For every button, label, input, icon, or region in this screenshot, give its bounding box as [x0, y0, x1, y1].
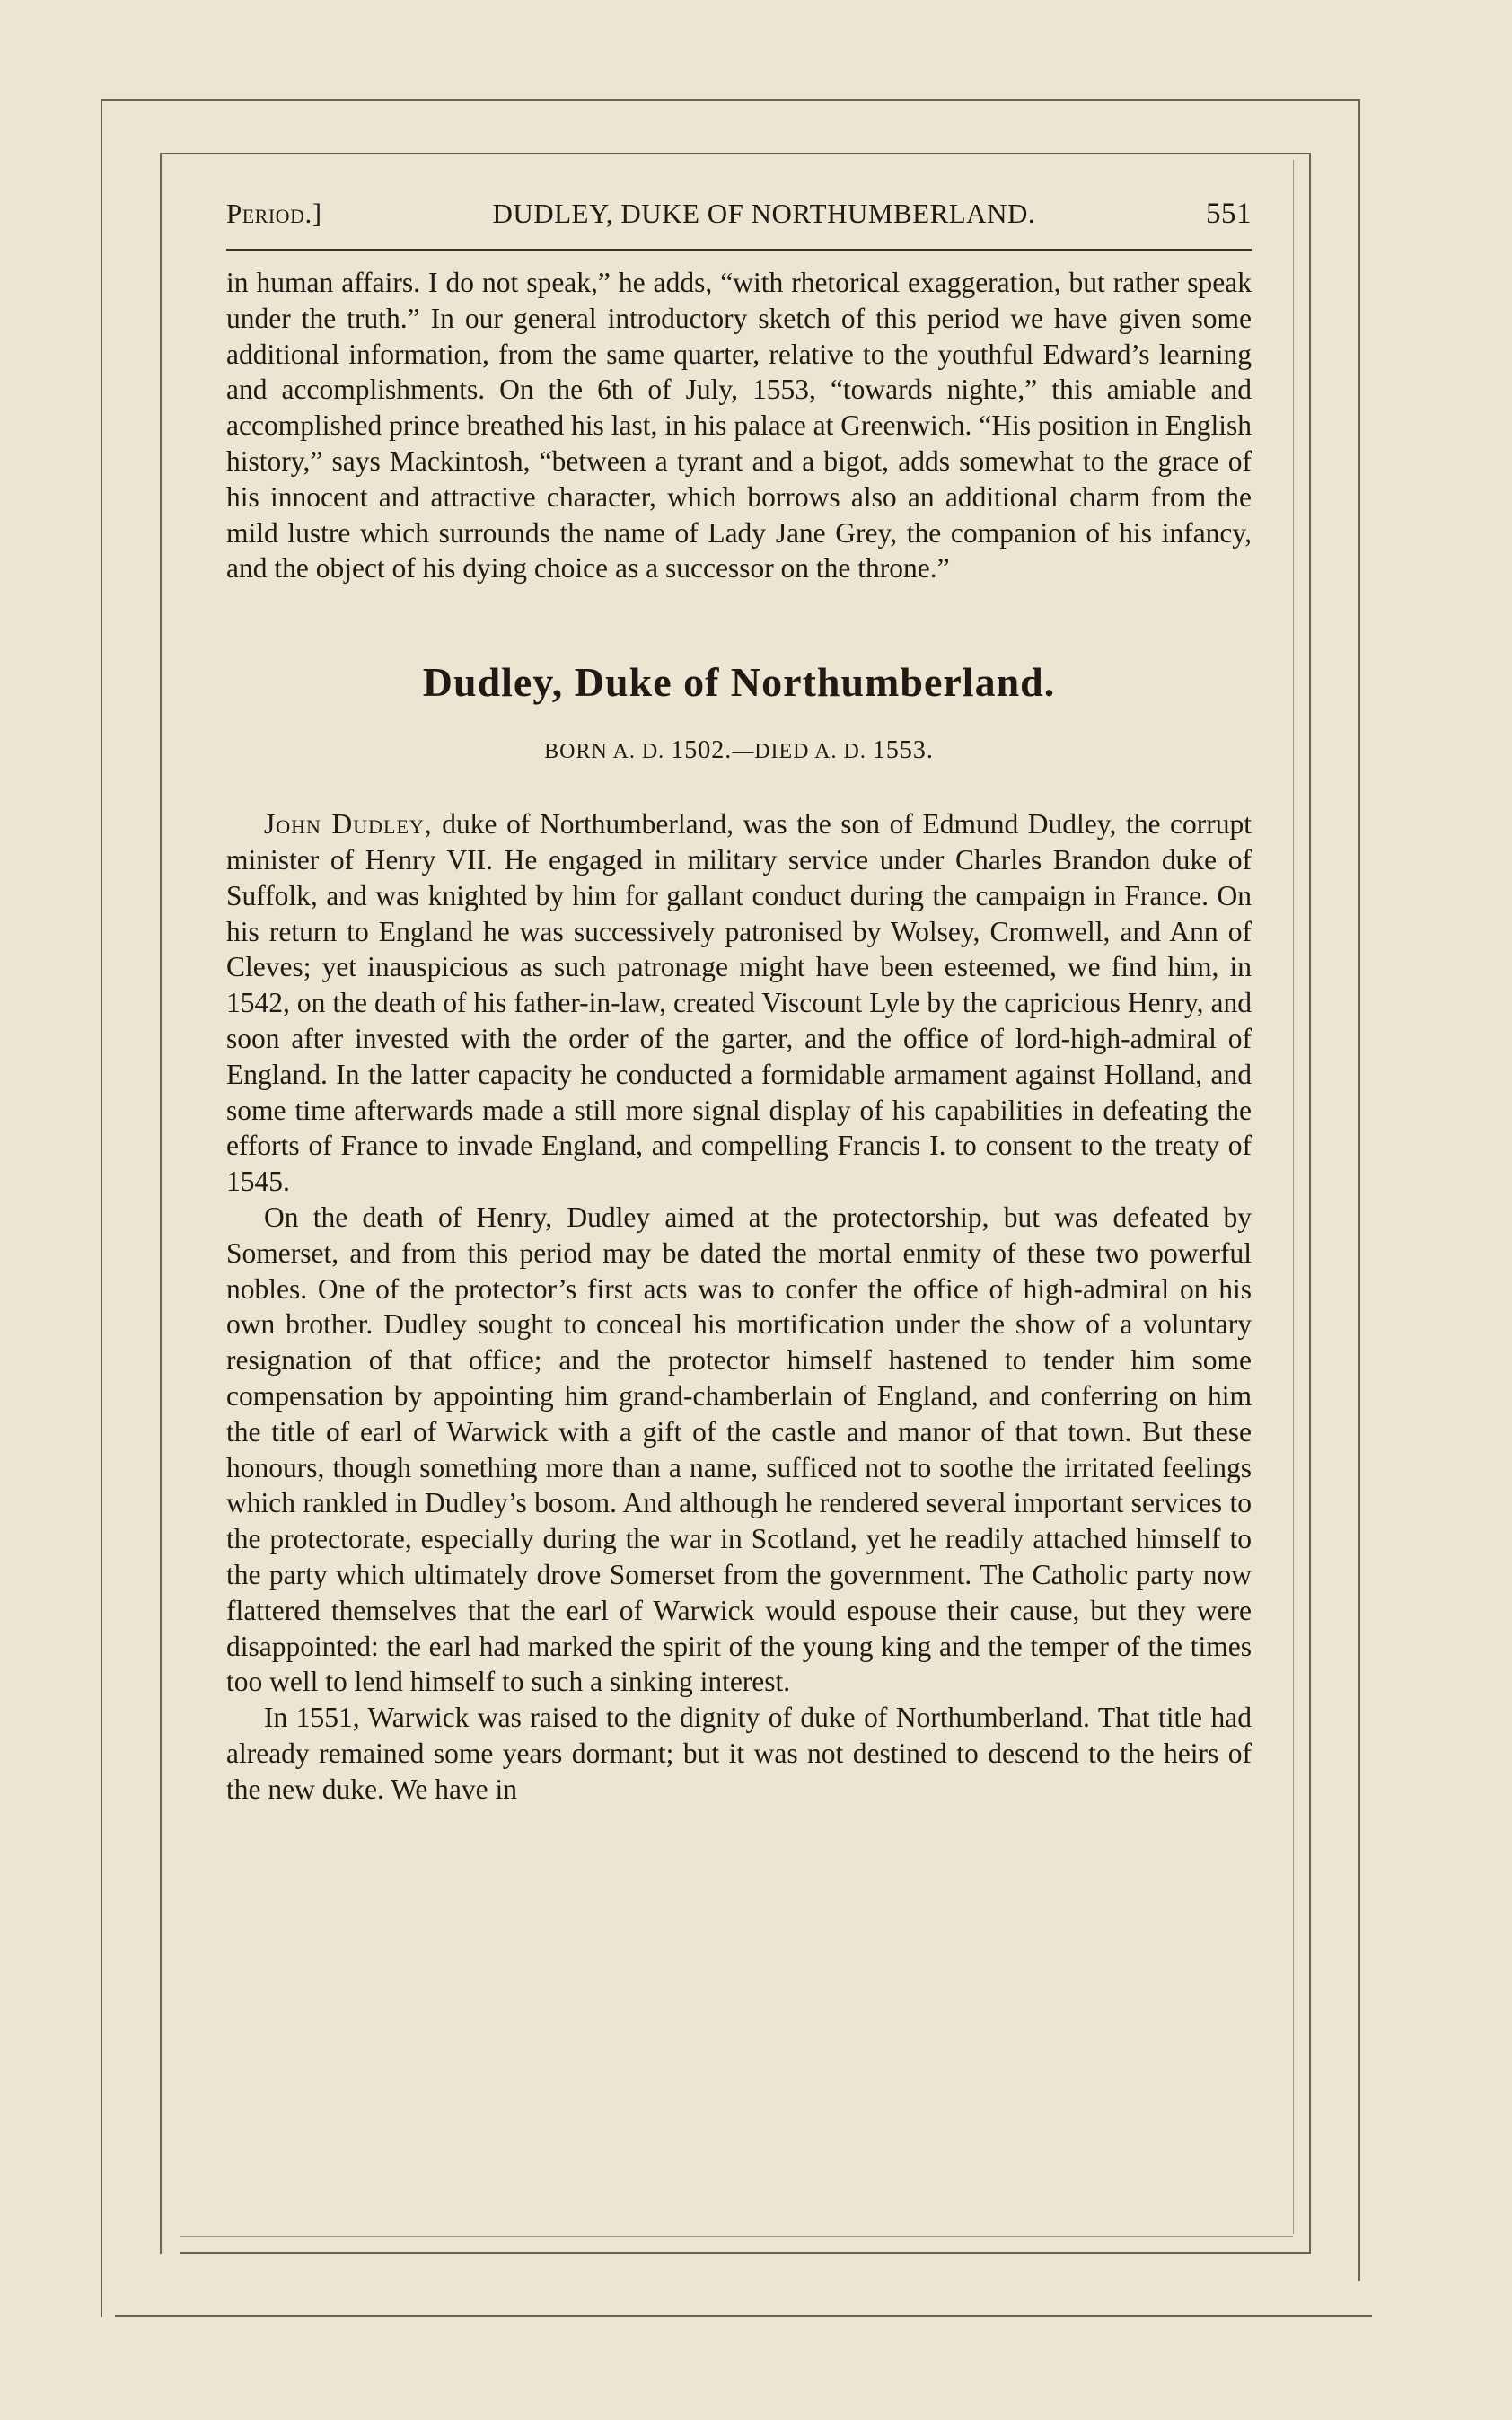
page-number: 551	[1206, 198, 1252, 230]
page-title: DUDLEY, DUKE OF NORTHUMBERLAND.	[492, 198, 1036, 229]
inner-frame-right-2	[1293, 160, 1294, 2234]
body-paragraph-1-text: duke of Northumberland, was the son of Edmund Dudley, the corrupt minister of Henry VII. He engaged in military service under Charles Brandon duke of Suffolk, and was knighted by him for gallant conduct during the campaign in France. On his return to England he was successively patronised by Wolsey, Cromwell, and Ann of Cleves; yet inauspicious as such patronage might have been esteemed, we find him, in 1542, on the death of his father-in-law, created Viscount Lyle by the capricious Henry, and soon after invested with the order of the garter, and the office of lord-high-admiral of England. In the latter capacity he conducted a formidable armament against Holland, and some time afterwards made a still more signal display of his capabilities in defeating the efforts of France to invade England, and compelling Francis I. to consent to the treaty of 1545.	[226, 808, 1252, 1198]
outer-frame-bottom	[115, 2315, 1372, 2317]
intro-paragraph: in human affairs. I do not speak,” he adds, “with rhetorical exaggeration, but rather speak under the truth.” In our general introductory sketch of this period we have given some additional information, from the same quarter, relative to the youthful Edward’s learning and accomplishments. On the 6th of July, 1553, “towards nighte,” this amiable and accomplished prince breathed his last, in his palace at Greenwich. “His position in English history,” says Mackintosh, “between a tyrant and a bigot, adds somewhat to the grace of his innocent and attractive character, which borrows also an additional charm from the mild lustre which surrounds the name of Lady Jane Grey, the companion of his infancy, and the object of his dying choice as a successor on the throne.”	[226, 267, 1252, 585]
inner-frame-right	[1309, 153, 1311, 2254]
body-paragraph-1	[226, 806, 1252, 1200]
page-content	[226, 198, 1252, 1807]
outer-frame-right	[1358, 99, 1360, 2281]
died-label: —DIED A. D.	[732, 740, 866, 764]
running-head	[226, 198, 1252, 251]
section-heading: Dudley, Duke of Northumberland.	[422, 659, 1056, 706]
opening-name: John Dudley,	[264, 808, 433, 840]
inner-frame-bottom	[180, 2252, 1309, 2254]
outer-frame-top	[101, 99, 1359, 101]
body-paragraph-2: On the death of Henry, Dudley aimed at the protectorship, but was defeated by Somerset, and from this period may be dated the mortal enmity of these two powerful nobles. One of the protector’s first acts was to confer the office of high-admiral on his own brother. Dudley sought to conceal his mortification under the show of a voluntary resignation of that office; and the protector himself hastened to tender him some compensation by appointing him grand-chamberlain of England, and conferring on him the title of earl of Warwick with a gift of the castle and manor of that town. But these honours, though something more than a name, sufficed not to soothe the irritated feelings which rankled in Dudley’s bosom. And although he rendered several important services to the protectorate, especially during the war in Scotland, yet he readily attached himself to the party which ultimately drove Somerset from the government. The Catholic party now flattered themselves that the earl of Warwick would espouse their cause, but they were disappointed: the earl had marked the spirit of the young king and the temper of the times too well to lend himself to such a sinking interest.	[226, 1201, 1252, 1698]
inner-frame-left	[160, 153, 162, 2254]
period-label: Period.]	[226, 198, 322, 229]
life-dates	[226, 736, 1252, 765]
died-year: 1553.	[872, 736, 934, 765]
born-label: BORN A. D.	[544, 740, 665, 764]
inner-frame-bottom-2	[180, 2236, 1293, 2237]
born-year: 1502.	[671, 736, 733, 765]
body-paragraph-3: In 1551, Warwick was raised to the dignity of duke of Northumberland. That title had already remained some years dormant; but it was not destined to descend to the heirs of the new duke. We have in	[226, 1702, 1252, 1805]
inner-frame-top	[160, 153, 1309, 154]
outer-frame-left	[101, 99, 102, 2317]
